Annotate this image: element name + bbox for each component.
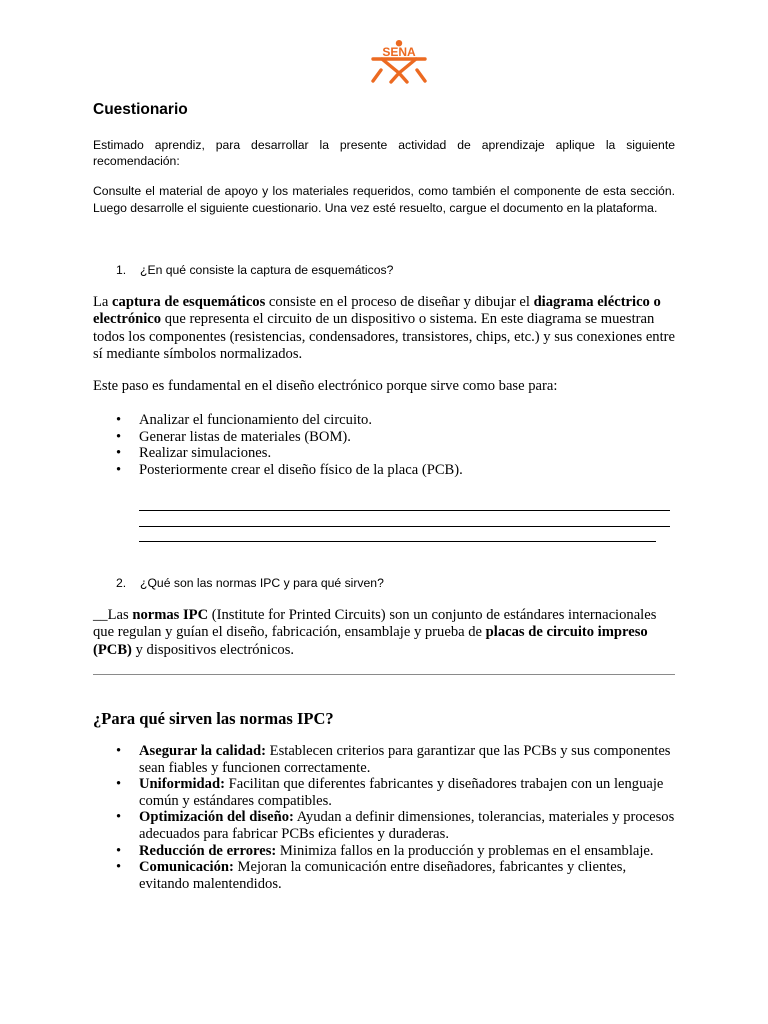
list-item-text: Mejoran la comunicación entre diseñadores, fabricantes y clientes, evitando malentendidos. bbox=[139, 859, 627, 892]
ipc-purpose-list bbox=[116, 743, 676, 892]
question-text: ¿En qué consiste la captura de esquemáticos? bbox=[140, 263, 394, 277]
bullet-icon: • bbox=[116, 809, 122, 826]
bullet-icon: • bbox=[116, 743, 122, 759]
list-item-term: Comunicación: bbox=[139, 859, 234, 876]
bullet-icon: • bbox=[116, 412, 122, 428]
answer-2-paragraph bbox=[93, 607, 675, 659]
answer-blank-line bbox=[139, 541, 656, 542]
answer-text: (Institute for Printed Circuits) son un conjunto de estándares internacionales que regulan y guían el diseño, fabricación, ensamblaje y prueba de bbox=[93, 607, 657, 641]
bullet-icon: • bbox=[116, 776, 122, 793]
list-item bbox=[116, 776, 676, 809]
logo-text: SENA bbox=[382, 45, 416, 59]
list-item-term: Uniformidad: bbox=[139, 776, 225, 793]
bullet-icon: • bbox=[116, 428, 122, 445]
bullet-icon: • bbox=[116, 859, 122, 876]
page-title: Cuestionario bbox=[93, 101, 188, 118]
list-item-term: Optimización del diseño: bbox=[139, 809, 294, 826]
question-number: 1. bbox=[116, 263, 127, 277]
question-1 bbox=[116, 263, 393, 277]
answer-text: __Las bbox=[93, 607, 133, 623]
answer-text: consiste en el proceso de diseñar y dibujar el bbox=[265, 294, 534, 310]
list-item bbox=[116, 445, 676, 462]
list-item-text: Analizar el funcionamiento del circuito. bbox=[139, 412, 373, 428]
section-heading: ¿Para qué sirven las normas IPC? bbox=[93, 709, 334, 728]
answer-bold: placas de circuito impreso (PCB) bbox=[93, 624, 648, 658]
list-item-text: Posteriormente crear el diseño físico de la placa (PCB). bbox=[139, 461, 463, 478]
question-2 bbox=[116, 576, 384, 590]
answer-bold: diagrama eléctrico o electrónico bbox=[93, 294, 661, 328]
list-item bbox=[116, 429, 676, 446]
answer-text: y dispositivos electrónicos. bbox=[131, 641, 295, 658]
list-item-text: Realizar simulaciones. bbox=[139, 445, 272, 462]
question-text: ¿Qué son las normas IPC y para qué sirven? bbox=[140, 576, 384, 590]
list-item bbox=[116, 859, 676, 892]
list-item bbox=[116, 843, 676, 860]
answer-bold: normas IPC bbox=[132, 607, 209, 623]
horizontal-rule bbox=[93, 674, 675, 675]
sena-logo bbox=[370, 40, 428, 84]
list-item bbox=[116, 809, 676, 842]
list-item-term: Reducción de errores: bbox=[139, 842, 277, 859]
logo-figure bbox=[373, 59, 425, 82]
answer-bold: captura de esquemáticos bbox=[112, 294, 266, 310]
list-item-text: Establecen criterios para garantizar que las PCBs y sus componentes sean fiables y funcionen correctamente. bbox=[139, 743, 671, 776]
question-number: 2. bbox=[116, 576, 127, 590]
intro-paragraph-2: Consulte el material de apoyo y los materiales requeridos, como también el componente de esta sección. Luego desarrolle el siguiente cuestionario. Una vez esté resuelto, cargue el documento en la plataforma. bbox=[93, 184, 675, 215]
bullet-icon: • bbox=[116, 461, 122, 478]
list-item bbox=[116, 743, 676, 776]
list-item-text: Facilitan que diferentes fabricantes y diseñadores trabajen con un lenguaje común y estándares compatibles. bbox=[139, 776, 664, 809]
answer-1-paragraph bbox=[93, 294, 675, 363]
list-item bbox=[116, 462, 676, 479]
answer-1-list bbox=[116, 412, 676, 478]
bullet-icon: • bbox=[116, 842, 122, 859]
answer-1-paragraph-2: Este paso es fundamental en el diseño electrónico porque sirve como base para: bbox=[93, 378, 558, 394]
bullet-icon: • bbox=[116, 445, 122, 462]
list-item bbox=[116, 412, 676, 429]
answer-blank-line bbox=[139, 526, 670, 527]
list-item-text: Generar listas de materiales (BOM). bbox=[139, 428, 351, 445]
intro-paragraph-1: Estimado aprendiz, para desarrollar la presente actividad de aprendizaje aplique la siguiente recomendación: bbox=[93, 138, 675, 168]
answer-text: que representa el circuito de un dispositivo o sistema. En este diagrama se muestran todos los componentes (resistencias, condensadores, transistores, chips, etc.) y sus conexiones entre sí mediante símbolos normalizados. bbox=[93, 311, 675, 362]
list-item-term: Asegurar la calidad: bbox=[139, 743, 267, 759]
answer-text: La bbox=[93, 294, 113, 310]
answer-blank-line bbox=[139, 510, 670, 511]
list-item-text: Minimiza fallos en la producción y problemas en el ensamblaje. bbox=[276, 842, 654, 859]
list-item-text: Ayudan a definir dimensiones, tolerancias, materiales y procesos adecuados para fabricar PCBs eficientes y duraderas. bbox=[139, 809, 675, 842]
